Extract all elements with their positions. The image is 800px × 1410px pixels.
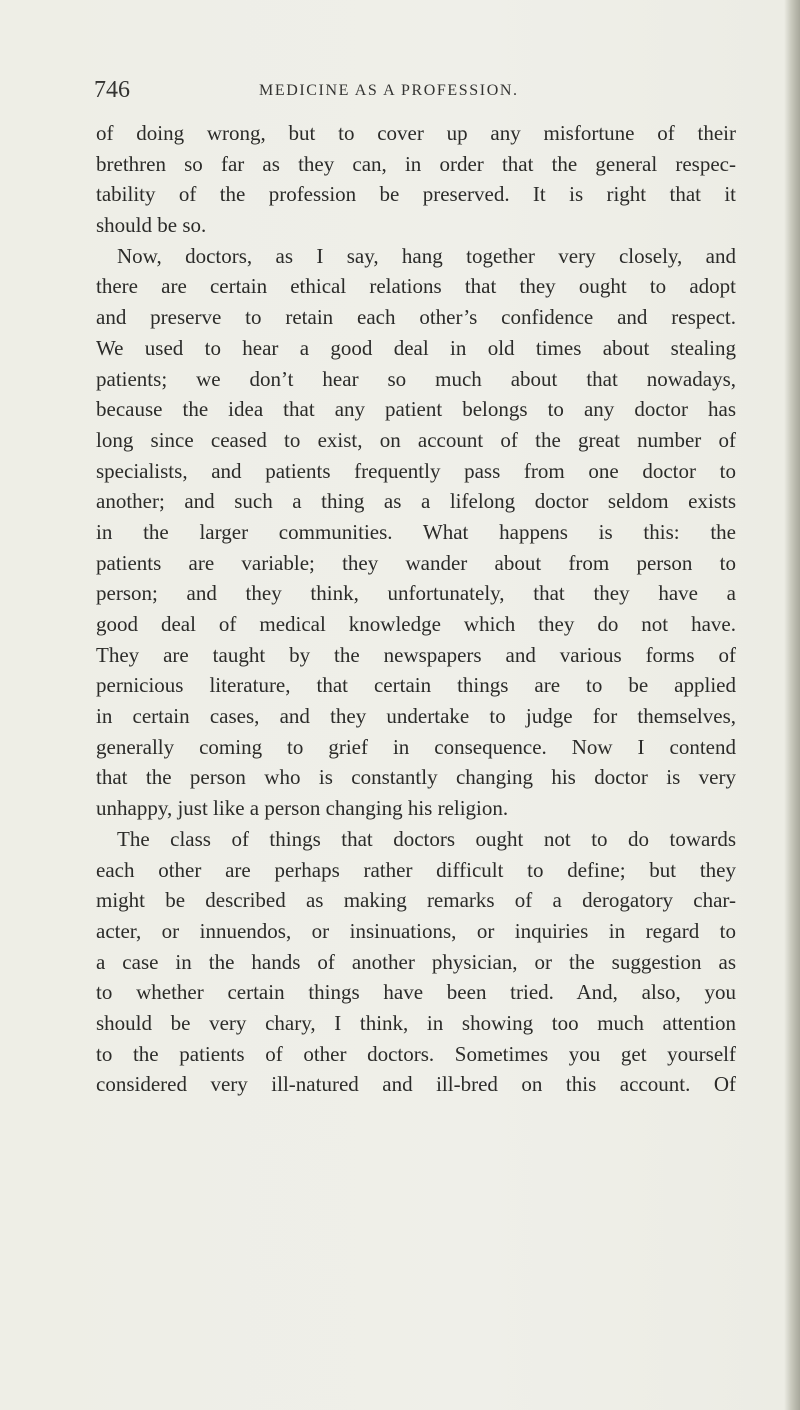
text-line: The class of things that doctors ought not to do towards	[117, 826, 736, 851]
text-line: of doing wrong, but to cover up any misfortune of their	[96, 121, 736, 145]
text-line: a case in the hands of another physician, or the suggestion as	[96, 949, 736, 974]
text-line: good deal of medical knowledge which they do not have.	[96, 612, 736, 636]
text-line: each other are perhaps rather difficult to define; but they	[96, 857, 736, 882]
text-line: person; and they think, unfortunately, that they have a	[96, 581, 736, 606]
text-line: in the larger communities. What happens is this: the	[96, 519, 736, 544]
text-line: another; and such a thing as a lifelong doctor seldom exists	[96, 489, 736, 514]
text-line: unhappy, just like a person changing his religion.	[96, 796, 509, 821]
text-line: long since ceased to exist, on account of the great number of	[96, 427, 736, 452]
text-line: because the idea that any patient belongs to any doctor has	[96, 397, 736, 422]
text-line: should be so.	[96, 213, 207, 238]
text-line: patients; we don’t hear so much about that nowadays,	[96, 366, 736, 391]
text-line: that the person who is constantly changing his doctor is very	[96, 765, 736, 790]
text-line: to the patients of other doctors. Sometimes you get yourself	[96, 1041, 736, 1066]
text-line: patients are variable; they wander about from person to	[96, 550, 736, 575]
text-line: should be very chary, I think, in showing too much attention	[96, 1010, 736, 1035]
text-line: acter, or innuendos, or insinuations, or inquiries in regard to	[96, 918, 736, 943]
text-line: tability of the profession be preserved. It is right that it	[96, 182, 736, 207]
text-line: specialists, and patients frequently pass from one doctor to	[96, 458, 736, 483]
text-line: might be described as making remarks of a derogatory char-	[96, 888, 736, 913]
page-edge-shadow	[784, 0, 800, 1410]
running-title: MEDICINE AS A PROFESSION.	[259, 82, 519, 99]
body-text	[96, 118, 736, 1100]
text-line: Now, doctors, as I say, hang together very closely, and	[117, 243, 736, 268]
running-head	[94, 78, 714, 104]
text-line: there are certain ethical relations that they ought to adopt	[96, 274, 736, 299]
text-line: and preserve to retain each other’s confidence and respect.	[96, 305, 736, 330]
text-line: pernicious literature, that certain things are to be applied	[96, 673, 736, 698]
text-line: We used to hear a good deal in old times about stealing	[96, 335, 736, 360]
text-line: generally coming to grief in consequence. Now I contend	[96, 734, 736, 759]
text-line: to whether certain things have been tried. And, also, you	[96, 980, 736, 1005]
page-number: 746	[94, 77, 130, 103]
text-line: They are taught by the newspapers and various forms of	[96, 642, 736, 667]
text-line: brethren so far as they can, in order that the general respec-	[96, 151, 736, 176]
text-line: in certain cases, and they undertake to judge for themselves,	[96, 704, 736, 729]
text-line: considered very ill-natured and ill-bred on this account. Of	[96, 1072, 736, 1097]
